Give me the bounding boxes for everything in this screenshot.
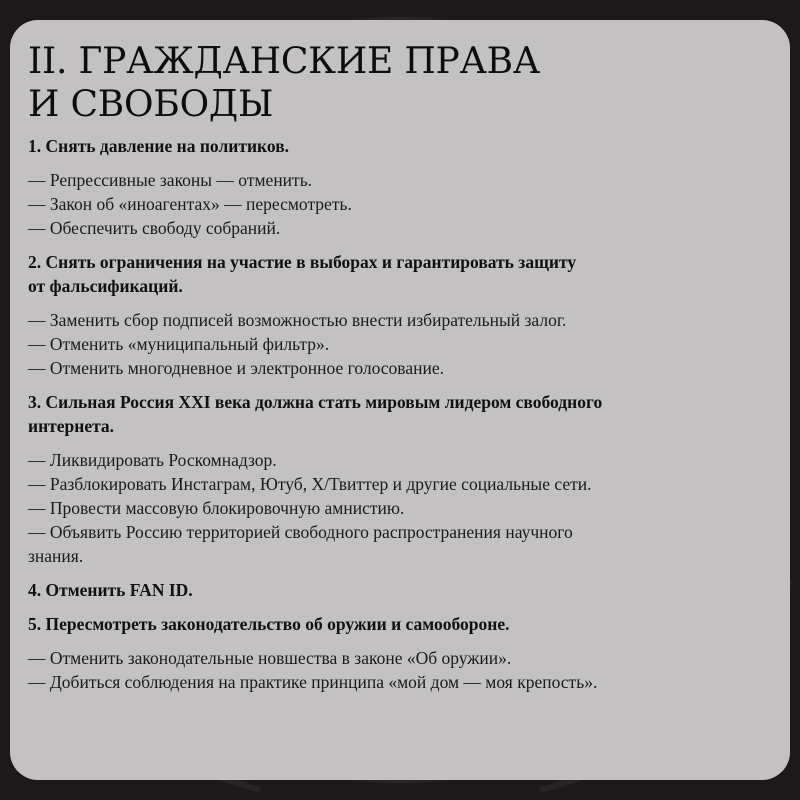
- section-2-heading-line-1: 2. Снять ограничения на участие в выборах и гарантировать защиту: [28, 252, 577, 272]
- list-item: — Репрессивные законы — отменить.: [28, 170, 313, 190]
- section-2-list: [28, 308, 768, 380]
- section-5-list: [28, 646, 768, 694]
- list-item: — Обеспечить свободу собраний.: [28, 218, 281, 238]
- content-card: [10, 20, 790, 780]
- section-2-heading: [28, 250, 768, 298]
- page-title: [28, 40, 768, 126]
- list-item: — Разблокировать Инстаграм, Ютуб, X/Твиттер и другие социальные сети.: [28, 474, 592, 494]
- title-line-2: И СВОБОДЫ: [28, 84, 274, 125]
- list-item: — Отменить «муниципальный фильтр».: [28, 334, 330, 354]
- list-item: — Ликвидировать Роскомнадзор.: [28, 450, 277, 470]
- title-line-1: II. ГРАЖДАНСКИЕ ПРАВА: [28, 41, 540, 82]
- list-item: знания.: [28, 546, 84, 566]
- list-item: — Отменить законодательные новшества в законе «Об оружии».: [28, 648, 512, 668]
- list-item: — Провести массовую блокировочную амнистию.: [28, 498, 405, 518]
- list-item: — Закон об «иноагентах» — пересмотреть.: [28, 194, 352, 214]
- section-5-heading: 5. Пересмотреть законодательство об оружии и самообороне.: [28, 614, 510, 634]
- section-3-heading-line-2: интернета.: [28, 416, 115, 436]
- section-3-list: [28, 448, 768, 568]
- section-1-heading: 1. Снять давление на политиков.: [28, 136, 290, 156]
- section-1-list: [28, 168, 768, 240]
- list-item: — Отменить многодневное и электронное голосование.: [28, 358, 444, 378]
- list-item: — Добиться соблюдения на практике принципа «мой дом — моя крепость».: [28, 672, 598, 692]
- section-3-heading: [28, 390, 768, 438]
- section-3-heading-line-1: 3. Сильная Россия XXI века должна стать мировым лидером свободного: [28, 392, 603, 412]
- section-4-heading: 4. Отменить FAN ID.: [28, 580, 193, 600]
- list-item: — Заменить сбор подписей возможностью внести избирательный залог.: [28, 310, 567, 330]
- list-item: — Объявить Россию территорией свободного распространения научного: [28, 522, 573, 542]
- section-2-heading-line-2: от фальсификаций.: [28, 276, 183, 296]
